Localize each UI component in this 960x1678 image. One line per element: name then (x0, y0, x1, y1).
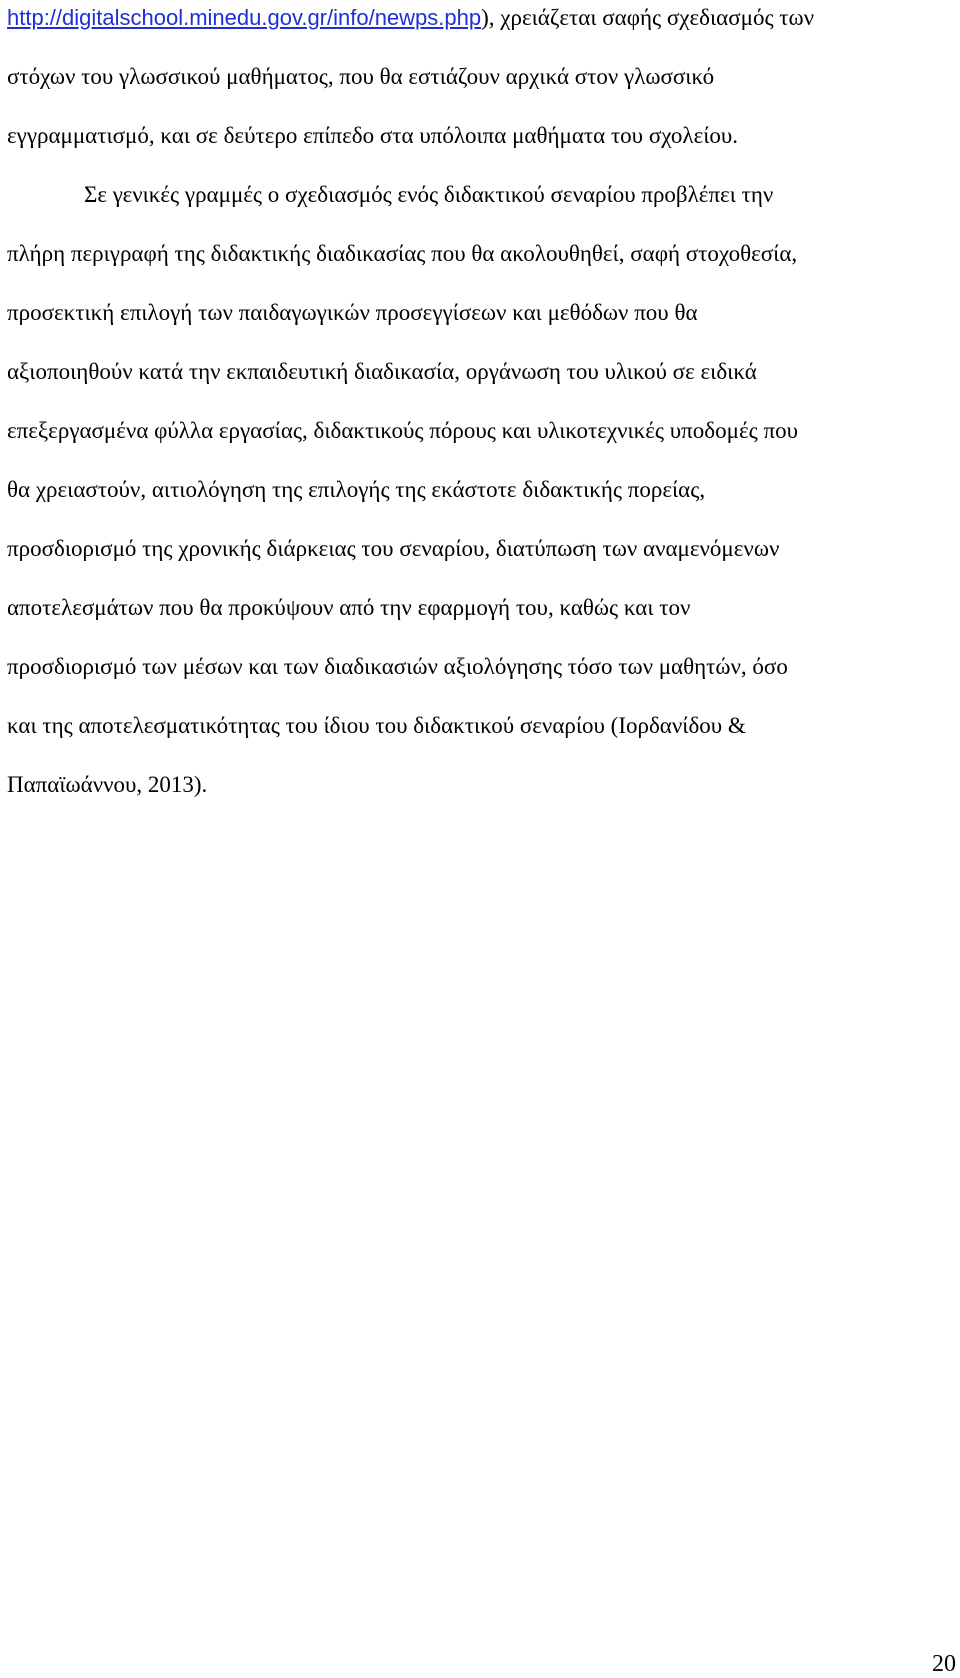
paragraph-2-first-line: Σε γενικές γραμμές ο σχεδιασμός ενός διδακτικού σεναρίου προβλέπει την (84, 182, 774, 207)
text-line-5: πλήρη περιγραφή της διδακτικής διαδικασίας που θα ακολουθηθεί, σαφή στοχοθεσία, (7, 241, 798, 266)
text-line-7: αξιοποιηθούν κατά την εκπαιδευτική διαδικασία, οργάνωση του υλικού σε ειδικά (7, 359, 757, 384)
text-line-14: Παπαϊωάννου, 2013). (7, 772, 208, 797)
text-line-1-rest: ), χρειάζεται σαφής σχεδιασμός των (481, 5, 815, 30)
text-line-12: προσδιορισμό των μέσων και των διαδικασιών αξιολόγησης τόσο των μαθητών, όσο (7, 654, 788, 679)
text-line-3: εγγραμματισμό, και σε δεύτερο επίπεδο στα υπόλοιπα μαθήματα του σχολείου. (7, 123, 739, 148)
text-line-1 (7, 4, 814, 32)
text-line-11: αποτελεσμάτων που θα προκύψουν από την εφαρμογή του, καθώς και τον (7, 595, 691, 620)
text-line-6: προσεκτική επιλογή των παιδαγωγικών προσεγγίσεων και μεθόδων που θα (7, 300, 698, 325)
page-number: 20 (932, 1651, 956, 1677)
text-line-8: επεξεργασμένα φύλλα εργασίας, διδακτικούς πόρους και υλικοτεχνικές υποδομές που (7, 418, 798, 443)
text-line-13: και της αποτελεσματικότητας του ίδιου του διδακτικού σεναρίου (Ιορδανίδου & (7, 713, 746, 738)
text-line-10: προσδιορισμό της χρονικής διάρκειας του σεναρίου, διατύπωση των αναμενόμενων (7, 536, 780, 561)
text-line-9: θα χρειαστούν, αιτιολόγηση της επιλογής της εκάστοτε διδακτικής πορείας, (7, 477, 706, 502)
text-line-2: στόχων του γλωσσικού μαθήματος, που θα εστιάζουν αρχικά στον γλωσσικό (7, 64, 715, 89)
digitalschool-link[interactable]: http://digitalschool.minedu.gov.gr/info/newps.php (7, 5, 482, 30)
